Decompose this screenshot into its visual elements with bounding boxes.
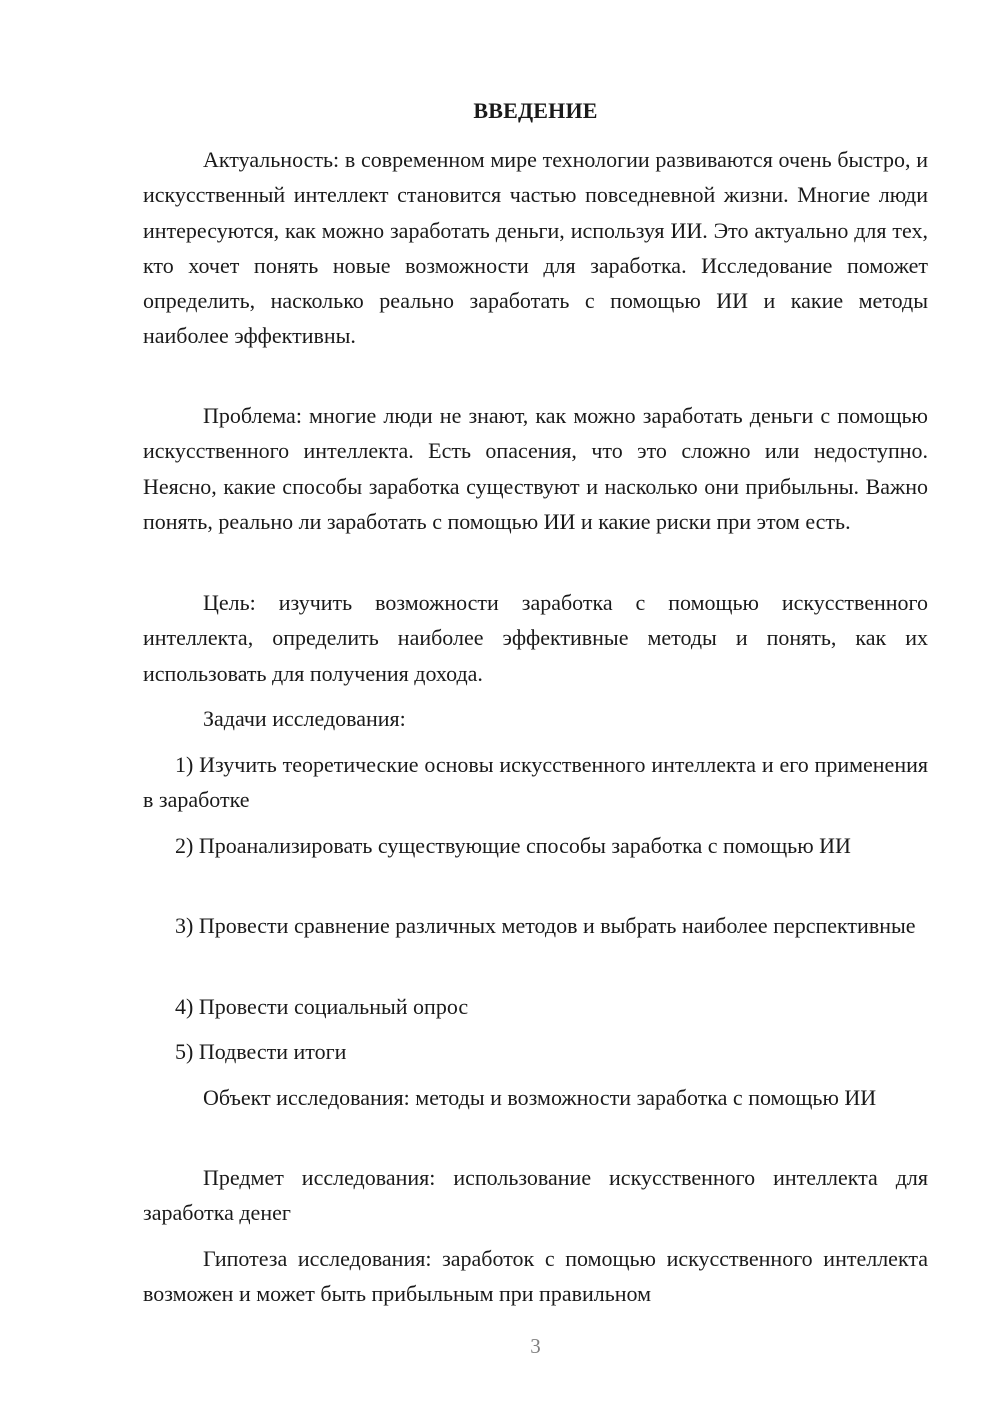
paragraph-goal: Цель: изучить возможности заработка с помощью искусственного интеллекта, определить наиболее эффективные методы и понять, как их использовать для получения дохода. (143, 590, 928, 686)
section-heading: ВВЕДЕНИЕ (473, 98, 598, 123)
task-item-2: 2) Проанализировать существующие способы заработка с помощью ИИ (175, 833, 851, 858)
tasks-title: Задачи исследования: (203, 706, 406, 731)
task-item-5: 5) Подвести итоги (175, 1039, 347, 1064)
task-item-4: 4) Провести социальный опрос (175, 994, 469, 1019)
task-item-1: 1) Изучить теоретические основы искусственного интеллекта и его применения в заработке (143, 752, 928, 813)
paragraph-hypothesis: Гипотеза исследования: заработок с помощью искусственного интеллекта возможен и может быть прибыльным при правильном (143, 1246, 928, 1307)
task-item-3: 3) Провести сравнение различных методов и выбрать наиболее перспективные (175, 913, 916, 938)
paragraph-object: Объект исследования: методы и возможности заработка с помощью ИИ (203, 1085, 877, 1110)
paragraph-subject: Предмет исследования: использование искусственного интеллекта для заработка денег (143, 1165, 928, 1226)
page-number: 3 (530, 1334, 541, 1358)
paragraph-problem: Проблема: многие люди не знают, как можно заработать деньги с помощью искусственного интеллекта. Есть опасения, что это сложно или недоступно. Неясно, какие способы заработка существуют и насколько они прибыльны. Важно понять, реально ли заработать с помощью ИИ и какие риски при этом есть. (143, 403, 928, 534)
paragraph-relevance: Актуальность: в современном мире технологии развиваются очень быстро, и искусственный интеллект становится частью повседневной жизни. Многие люди интересуются, как можно заработать деньги, используя ИИ. Это актуально для тех, кто хочет понять новые возможности для заработка. Исследование поможет определить, насколько реально заработать с помощью ИИ и какие методы наиболее эффективны. (143, 147, 928, 349)
